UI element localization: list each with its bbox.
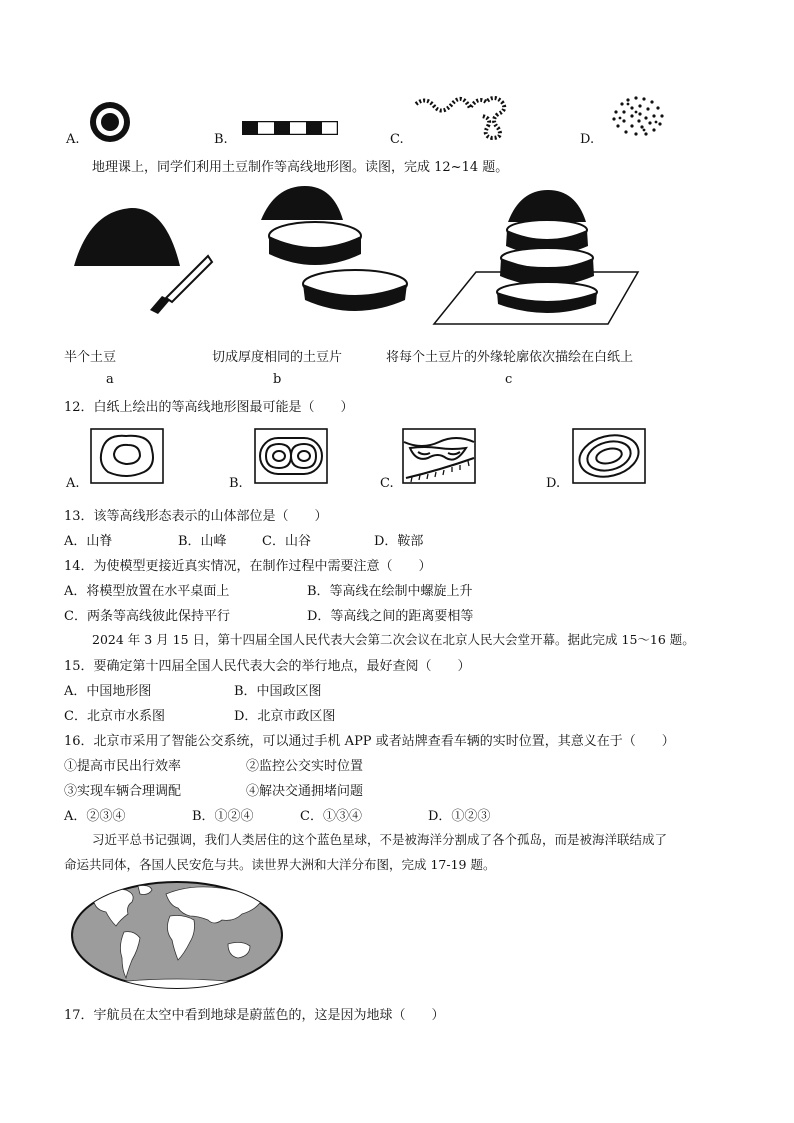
world-continents-oceans-map [70,880,284,990]
q16-statement-3: ③实现车辆合理调配 [64,784,182,799]
contour-map-d-figure [572,428,646,484]
intro-12-14: 地理课上，同学们利用土豆制作等高线地形图。读图，完成 12~14 题。 [92,160,509,175]
target-symbol-icon [88,100,132,144]
q12-option-c: C. [380,476,394,491]
q14-option-c: C．两条等高线彼此保持平行 [64,609,230,624]
caption-b-text: 切成厚度相同的土豆片 [212,350,343,365]
contour-map-a-figure [90,428,164,484]
contour-map-c-figure [402,428,476,484]
q13-stem: 13．该等高线形态表示的山体部位是（ ） [64,509,328,524]
q11-option-c: C. [390,132,404,147]
q16-statement-1: ①提高市民出行效率 [64,759,182,774]
dotted-area-symbol-icon [606,92,670,140]
caption-c-label: c [505,372,513,387]
q16-stem: 16．北京市采用了智能公交系统，可以通过手机 APP 或者站牌查看车辆的实时位置，其意义在于（ ） [64,734,675,749]
railway-symbol-icon [242,121,338,135]
q15-option-c: C．北京市水系图 [64,709,165,724]
caption-a-text: 半个土豆 [64,350,117,365]
q15-option-b: B．中国政区图 [234,684,322,699]
q14-option-d: D．等高线之间的距离要相等 [307,609,474,624]
caption-b-label: b [273,372,282,387]
q15-option-a: A．中国地形图 [64,684,152,699]
q11-option-a: A. [66,132,80,147]
contour-map-b-figure [254,428,328,484]
q14-option-a: A．将模型放置在水平桌面上 [64,584,230,599]
caption-c-text: 将每个土豆片的外缘轮廓依次描绘在白纸上 [386,350,634,365]
intro-17-19-line1: 习近平总书记强调，我们人类居住的这个蓝色星球，不是被海洋分割成了各个孤岛，而是被海洋联结成了 [92,832,668,847]
q15-stem: 15．要确定第十四届全国人民代表大会的举行地点，最好查阅（ ） [64,659,471,674]
q16-option-c: C．①③④ [300,809,362,824]
q12-option-d: D. [546,476,561,491]
q14-stem: 14．为使模型更接近真实情况，在制作过程中需要注意（ ） [64,559,432,574]
q13-option-a: A．山脊 [64,534,113,549]
caption-a-label: a [106,372,114,387]
q16-option-b: B．①②④ [192,809,254,824]
q11-option-d: D. [580,132,595,147]
q16-statement-4: ④解决交通拥堵问题 [246,784,364,799]
q12-stem: 12．白纸上绘出的等高线地形图最可能是（ ） [64,400,354,415]
intro-17-19-line2: 命运共同体，各国人民安危与共。读世界大洲和大洋分布图，完成 17-19 题。 [64,857,496,872]
q16-statement-2: ②监控公交实时位置 [246,759,364,774]
q15-option-d: D．北京市政区图 [234,709,336,724]
q12-option-a: A. [66,476,80,491]
q16-option-a: A．②③④ [64,809,126,824]
potato-half-figure [70,200,220,320]
q12-option-b: B. [229,476,243,491]
potato-slices-figure [255,186,415,322]
q13-option-d: D．鞍部 [374,534,424,549]
q14-option-b: B．等高线在绘制中螺旋上升 [307,584,473,599]
q17-stem: 17．宇航员在太空中看到地球是蔚蓝色的，这是因为地球（ ） [64,1008,445,1023]
q13-option-b: B．山峰 [178,534,227,549]
q11-option-b: B. [214,132,228,147]
potato-stack-tracing-figure [428,186,648,328]
river-symbol-icon [412,92,516,144]
intro-15-16: 2024 年 3 月 15 日，第十四届全国人民代表大会第二次会议在北京人民大会堂开幕。据此完成 15～16 题。 [92,632,695,647]
q13-option-c: C．山谷 [262,534,311,549]
q16-option-d: D．①②③ [428,809,491,824]
